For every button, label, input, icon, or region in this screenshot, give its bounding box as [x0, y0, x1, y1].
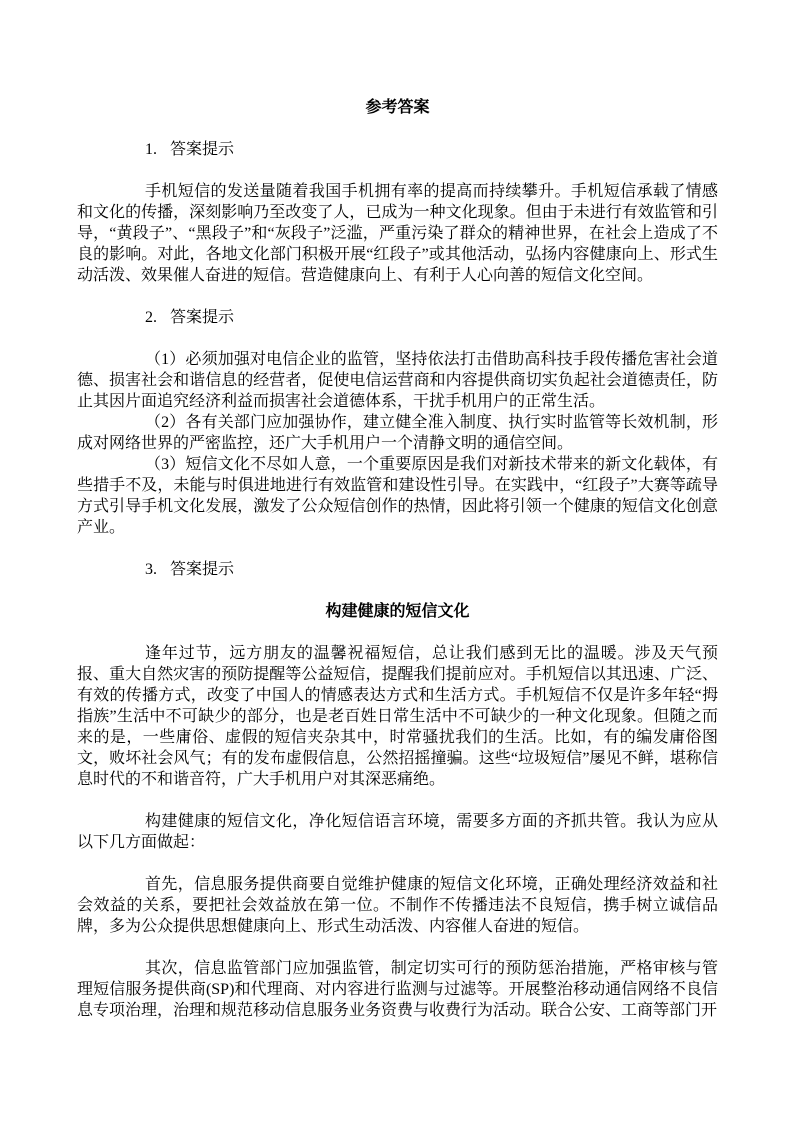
- answer-item-3-label: 答案提示: [170, 561, 235, 578]
- answer-item-2: [145, 307, 718, 328]
- page-title: 参考答案: [365, 99, 430, 116]
- answer-item-3-number: 3.: [145, 561, 157, 578]
- answer-1-paragraph: 手机短信的发送量随着我国手机拥有率的提高而持续攀升。手机短信承载了情感和文化的传播，深刻影响乃至改变了人，已成为一种文化现象。但由于未进行有效监管和引导，“黄段子”、“黑段子”和“灰段子”泛滥，严重污染了群众的精神世界，在社会上造成了不良的影响。对此，各地文化部门积极开展“红段子”或其他活动，弘扬内容健康向上、形式生动活泼、效果催人奋进的短信。营造健康向上、有利于人心向善的短信文化空间。: [77, 183, 718, 284]
- essay-paragraph-1: 逢年过节，远方朋友的温馨祝福短信，总让我们感到无比的温暖。涉及天气预报、重大自然灾害的预防提醒等公益短信，提醒我们提前应对。手机短信以其迅速、广泛、有效的传播方式，改变了中国人的情感表达方式和生活方式。手机短信不仅是许多年轻“拇指族”生活中不可缺少的部分，也是老百姓日常生活中不可缺少的一种文化现象。但随之而来的是，一些庸俗、虚假的短信夹杂其中，时常骚扰我们的生活。比如，有的编发庸俗图文，败坏社会风气；有的发布虚假信息，公然招摇撞骗。这些“垃圾短信”屡见不鲜，堪称信息时代的不和谐音符，广大手机用户对其深恶痛绝。: [77, 645, 718, 788]
- answer-2-point-3-paragraph: （3）短信文化不尽如人意，一个重要原因是我们对新技术带来的新文化载体，有些措手不及，未能与时俱进地进行有效监管和建设性引导。在实践中，“红段子”大赛等疏导方式引导手机文化发展，激发了公众短信创作的热情，因此将引领一个健康的短信文化创意产业。: [77, 456, 718, 536]
- essay-paragraph-4: 其次，信息监管部门应加强监管，制定切实可行的预防惩治措施，严格审核与管理短信服务提供商(SP)和代理商、对内容进行监测与过滤等。开展整治移动通信网络不良信息专项治理，治理和规范移动信息服务业务资费与收费行为活动。联合公安、工商等部门开: [77, 960, 718, 1019]
- answer-2-point-1-paragraph: （1）必须加强对电信企业的监管，坚持依法打击借助高科技手段传播危害社会道德、损害社会和谐信息的经营者，促使电信运营商和内容提供商切实负起社会道德责任，防止其因片面追究经济利益而损害社会道德体系，干扰手机用户的正常生活。: [77, 351, 718, 410]
- answer-item-1-number: 1.: [145, 141, 157, 158]
- essay-paragraph-3: 首先，信息服务提供商要自觉维护健康的短信文化环境，正确处理经济效益和社会效益的关系，要把社会效益放在第一位。不制作不传播违法不良短信，携手树立诚信品牌，多为公众提供思想健康向上、形式生动活泼、内容催人奋进的短信。: [77, 876, 718, 935]
- answer-2-point-2-paragraph: （2）各有关部门应加强协作，建立健全准入制度、执行实时监管等长效机制，形成对网络世界的严密监控，还广大手机用户一个清静文明的通信空间。: [77, 414, 718, 452]
- answer-item-2-label: 答案提示: [170, 309, 235, 326]
- answer-item-1: [145, 139, 718, 160]
- essay-paragraph-2: 构建健康的短信文化，净化短信语言环境，需要多方面的齐抓共管。我认为应从以下几方面做起：: [77, 813, 718, 851]
- answer-item-2-number: 2.: [145, 309, 157, 326]
- answer-item-3: [145, 559, 718, 580]
- essay-title: 构建健康的短信文化: [325, 603, 470, 620]
- answer-item-1-label: 答案提示: [170, 141, 235, 158]
